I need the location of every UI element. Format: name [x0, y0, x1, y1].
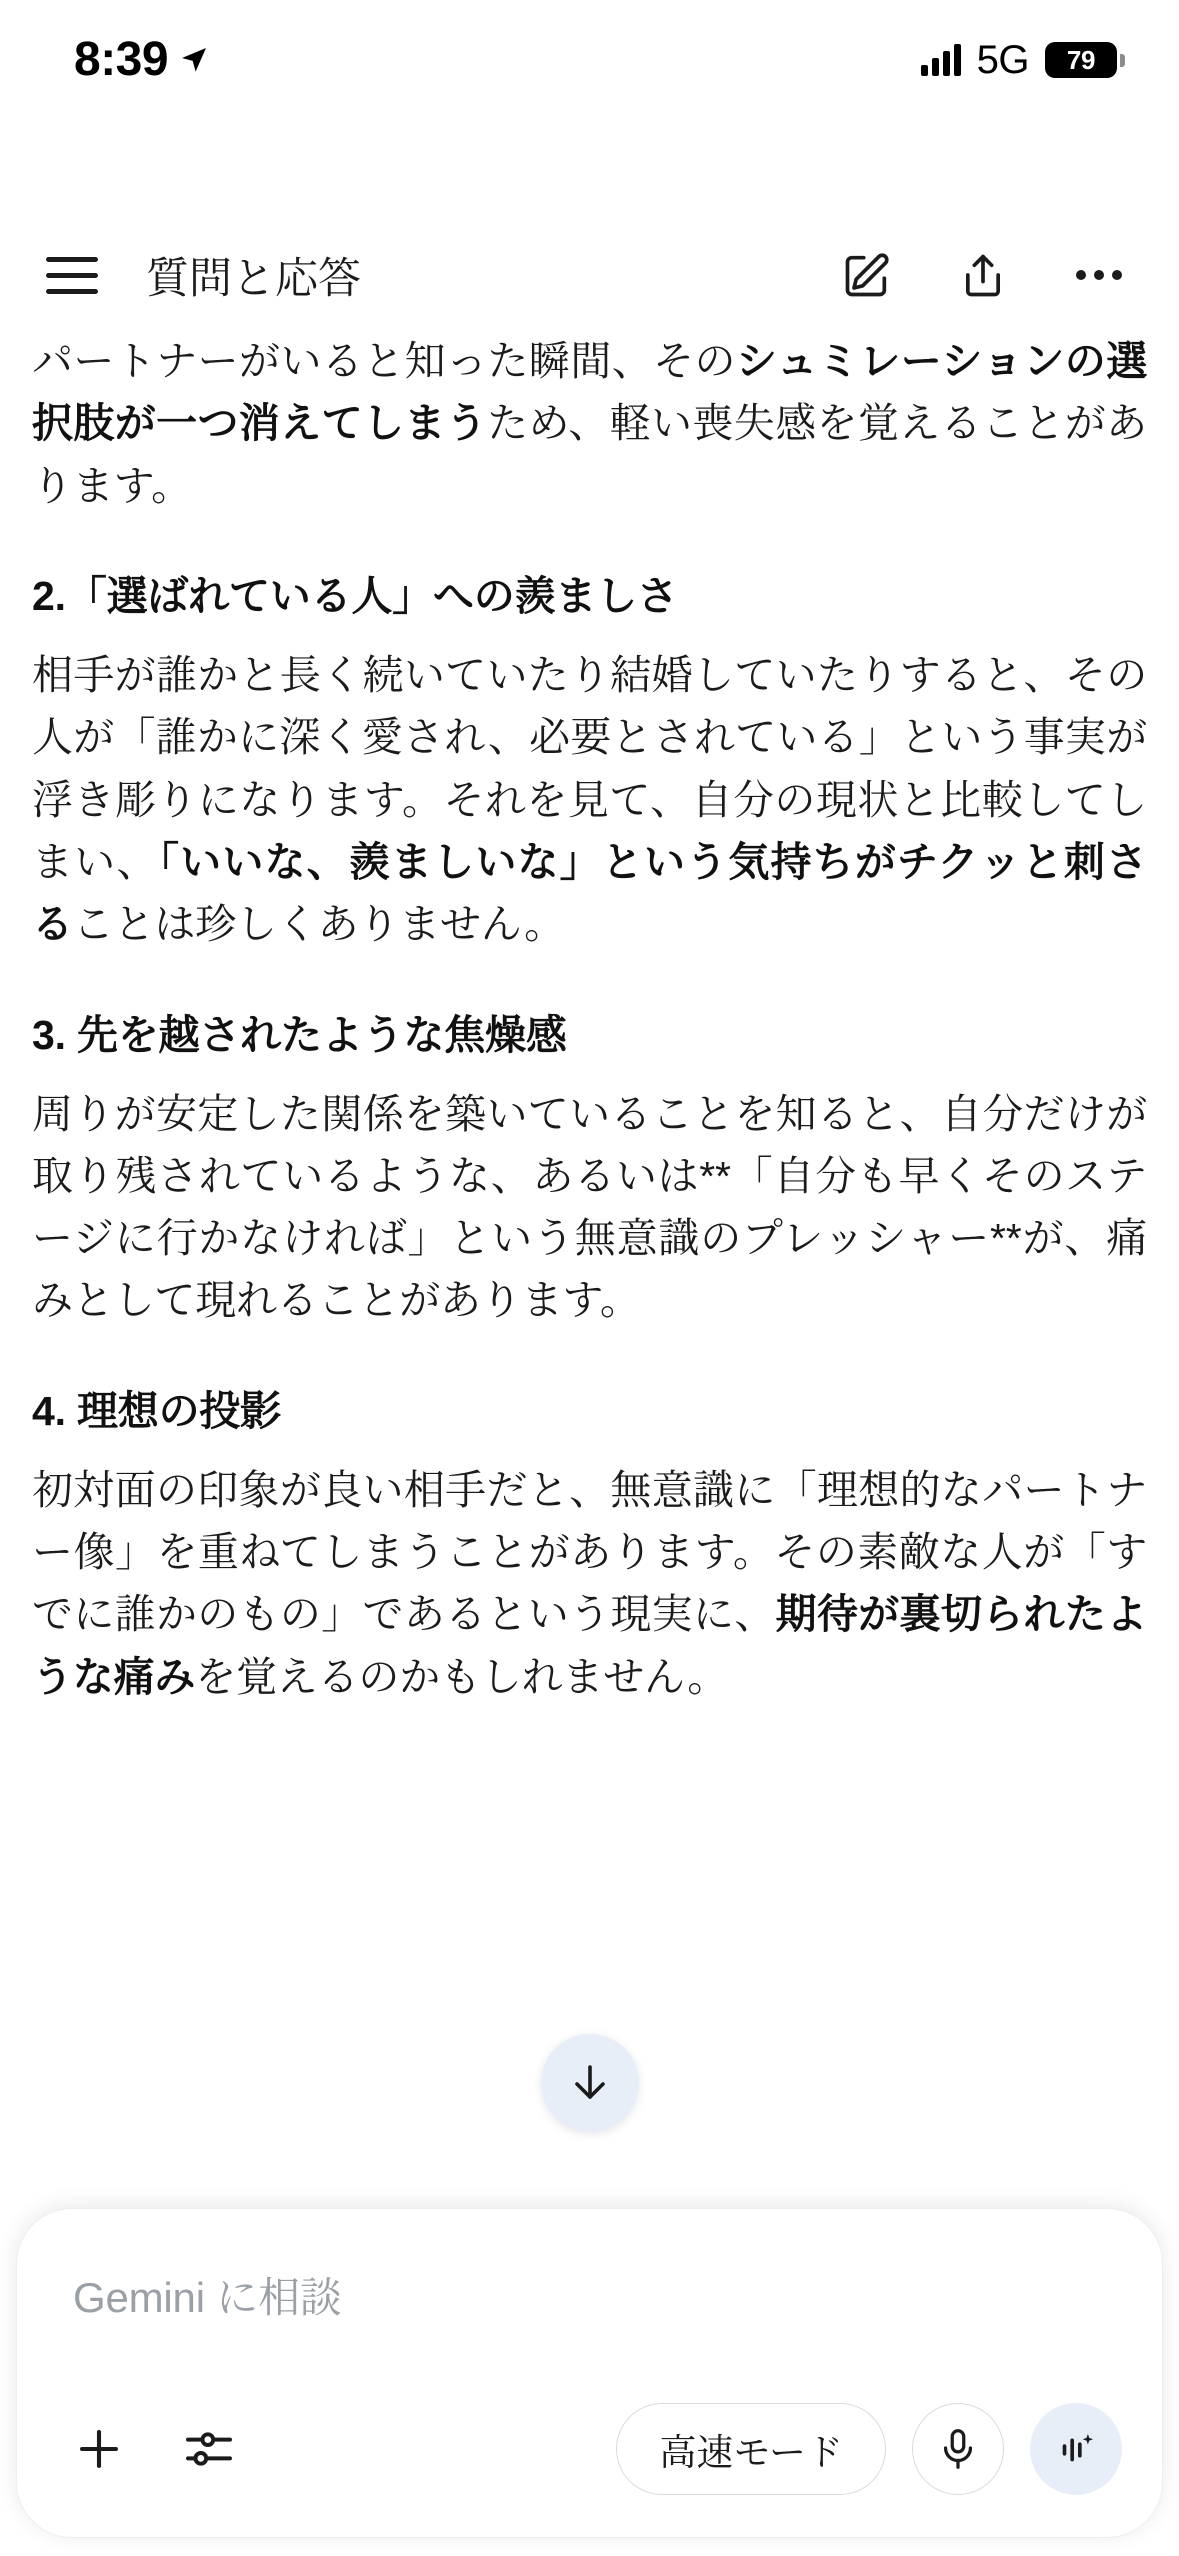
- cellular-signal-icon: [921, 44, 961, 76]
- status-time: 8:39: [74, 33, 169, 86]
- composer-bar: [16, 2208, 1163, 2538]
- audio-waveform-icon: [1053, 2426, 1099, 2472]
- share-icon[interactable]: [951, 243, 1015, 307]
- plus-icon: [70, 2420, 128, 2478]
- paragraph-3: 周りが安定した関係を築いていることを知ると、自分だけが取り残されているような、あるいは**「自分も早くそのステージに行かなければ」という無意識のプレッシャー**が、痛みとして現れることがあります。: [32, 1090, 1147, 1324]
- app-header-actions: [835, 243, 1131, 307]
- section-heading-4: 4. 理想の投影: [32, 1387, 281, 1434]
- network-type-label: 5G: [976, 37, 1029, 82]
- live-audio-button[interactable]: [1030, 2403, 1122, 2495]
- more-options-icon[interactable]: [1067, 243, 1131, 307]
- microphone-icon: [935, 2426, 981, 2472]
- status-bar-right: [921, 38, 1117, 83]
- add-attachment-button[interactable]: [57, 2407, 141, 2491]
- microphone-button[interactable]: [912, 2403, 1004, 2495]
- scroll-to-bottom-button[interactable]: [541, 2034, 639, 2132]
- conversation-content[interactable]: [0, 330, 1179, 2216]
- paragraph-1: パートナーがいると知った瞬間、そのシュミレーションの選択肢が一つ消えてしまうため、軽い喪失感を覚えることがあります。: [32, 338, 1147, 509]
- arrow-down-icon: [566, 2059, 614, 2107]
- compose-edit-icon[interactable]: [835, 243, 899, 307]
- prompt-input[interactable]: Gemini に相談: [73, 2274, 342, 2321]
- app-header: [0, 220, 1179, 330]
- mode-selector-chip[interactable]: 高速モード: [616, 2403, 886, 2495]
- battery-level-label: 79: [1066, 44, 1096, 75]
- status-bar: [0, 0, 1179, 120]
- battery-indicator: [1045, 42, 1117, 78]
- page-title: 質問と応答: [146, 254, 361, 303]
- tools-button[interactable]: [167, 2407, 251, 2491]
- section-heading-3: 3. 先を越されたような焦燥感: [32, 1011, 567, 1058]
- paragraph-4: 初対面の印象が良い相手だと、無意識に「理想的なパートナー像」を重ねてしまうことがあります。その素敵な人が「すでに誰かのもの」であるという現実に、期待が裏切られたような痛みを覚えるのかもしれません。: [32, 1466, 1147, 1700]
- paragraph-2: 相手が誰かと長く続いていたり結婚していたりすると、その人が「誰かに深く愛され、必要とされている」という事実が浮き彫りになります。それを見て、自分の現状と比較してしまい、「いいな、羨ましいな」という気持ちがチクッと刺さることは珍しくありません。: [32, 651, 1147, 948]
- hamburger-menu-icon[interactable]: [42, 242, 108, 308]
- status-bar-left: [74, 33, 210, 86]
- composer-actions: [57, 2403, 1122, 2495]
- section-heading-2: 2.「選ばれている人」への羨ましさ: [32, 572, 678, 619]
- location-arrow-icon: [178, 44, 210, 76]
- tune-settings-icon: [181, 2421, 237, 2477]
